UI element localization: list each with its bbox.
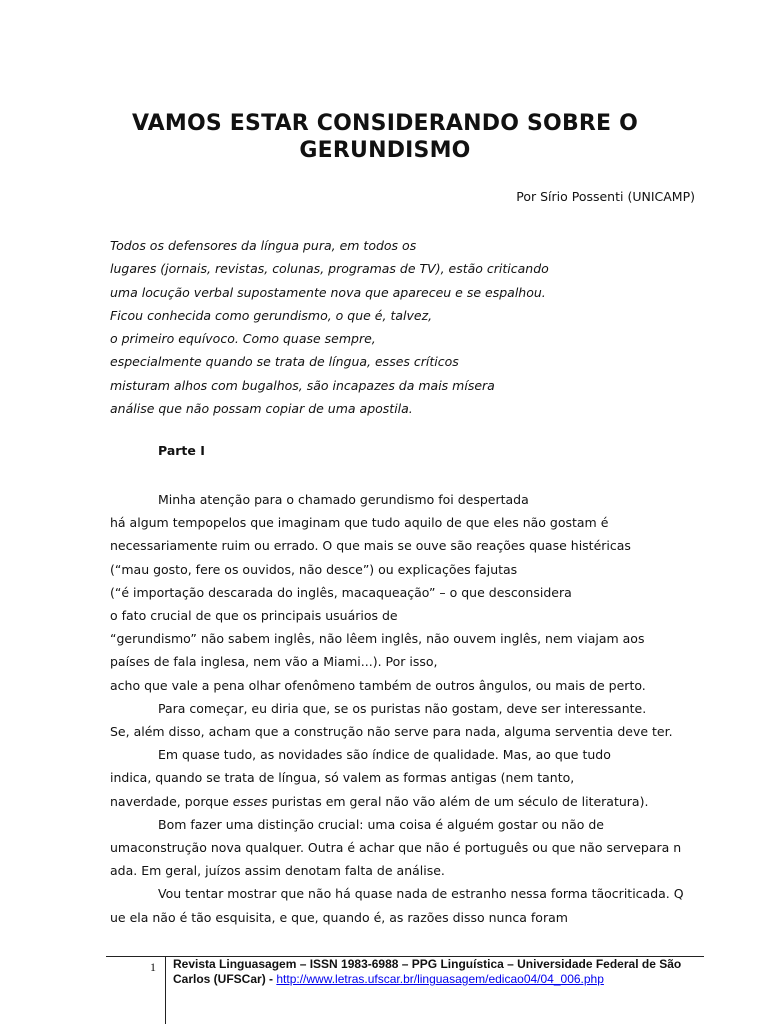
- footer-vertical-divider: [165, 956, 166, 1024]
- abstract-line: uma locução verbal supostamente nova que apareceu e se espalhou.: [110, 284, 546, 300]
- body-line: Se, além disso, acham que a construção não serve para nada, alguma serventia deve ter.: [110, 724, 673, 740]
- abstract-line: especialmente quando se trata de língua, esses críticos: [110, 354, 459, 370]
- page-number: 1: [150, 960, 156, 974]
- body-line: umaconstrução nova qualquer. Outra é achar que não é português ou que não servepara n: [110, 840, 682, 856]
- abstract-line: o primeiro equívoco. Como quase sempre,: [110, 331, 376, 347]
- body-line: o fato crucial de que os principais usuários de: [110, 608, 398, 624]
- abstract-line: Todos os defensores da língua pura, em todos os: [110, 238, 417, 253]
- body-line: (“é importação descarada do inglês, macaqueação” – o que desconsidera: [110, 584, 572, 600]
- section-heading: Parte I: [158, 443, 205, 458]
- body-line: (“mau gosto, fere os ouvidos, não desce”) ou explicações fajutas: [110, 561, 518, 577]
- abstract-line: lugares (jornais, revistas, colunas, programas de TV), estão criticando: [110, 261, 549, 277]
- body-line: indica, quando se trata de língua, só valem as formas antigas (nem tanto,: [110, 770, 575, 786]
- body-line: ue ela não é tão esquisita, e que, quando é, as razões disso nunca foram: [110, 909, 568, 925]
- article-title: VAMOS ESTAR CONSIDERANDO SOBRE O GERUNDISMO: [131, 111, 639, 163]
- body-line: naverdade, porque esses puristas em geral não vão além de um século de literatura).: [110, 793, 649, 809]
- body-line: Minha atenção para o chamado gerundismo foi despertada: [158, 492, 529, 507]
- body-line: Para começar, eu diria que, se os puristas não gostam, deve ser interessante.: [158, 700, 647, 716]
- abstract-line: misturam alhos com bugalhos, são incapazes da mais mísera: [110, 377, 495, 393]
- abstract-line: análise que não possam copiar de uma apostila.: [110, 401, 413, 417]
- author-line: Por Sírio Possenti (UNICAMP): [516, 189, 695, 204]
- abstract: [110, 234, 549, 420]
- body-line: há algum tempopelos que imaginam que tudo aquilo de que eles não gostam é: [110, 515, 609, 531]
- body-line: ada. Em geral, juízos assim denotam falta de análise.: [110, 863, 445, 879]
- body-text: [110, 488, 695, 929]
- emphasis: esses: [232, 793, 268, 809]
- footer-citation: [173, 957, 703, 987]
- footer-journal: Revista Linguasagem – ISSN 1983-6988 – PPG Linguística – Universidade Federal de São Carlos (UFSCar): [173, 957, 682, 986]
- body-line: Vou tentar mostrar que não há quase nada de estranho nessa forma tãocriticada. Q: [158, 886, 684, 902]
- body-line: Em quase tudo, as novidades são índice de qualidade. Mas, ao que tudo: [158, 747, 611, 763]
- abstract-line: Ficou conhecida como gerundismo, o que é, talvez,: [110, 307, 433, 323]
- footer-url-link[interactable]: http://www.letras.ufscar.br/linguasagem/edicao04/04_006.php: [276, 972, 604, 986]
- body-line: necessariamente ruim ou errado. O que mais se ouve são reações quase histéricas: [110, 538, 631, 554]
- body-line: acho que vale a pena olhar ofenômeno também de outros ângulos, ou mais de perto.: [110, 677, 646, 693]
- body-line: países de fala inglesa, nem vão a Miami...). Por isso,: [110, 654, 438, 670]
- body-line: Bom fazer uma distinção crucial: uma coisa é alguém gostar ou não de: [158, 816, 605, 832]
- body-line: “gerundismo” não sabem inglês, não lêem inglês, não ouvem inglês, nem viajam aos: [110, 631, 645, 647]
- footer-separator: -: [265, 972, 277, 986]
